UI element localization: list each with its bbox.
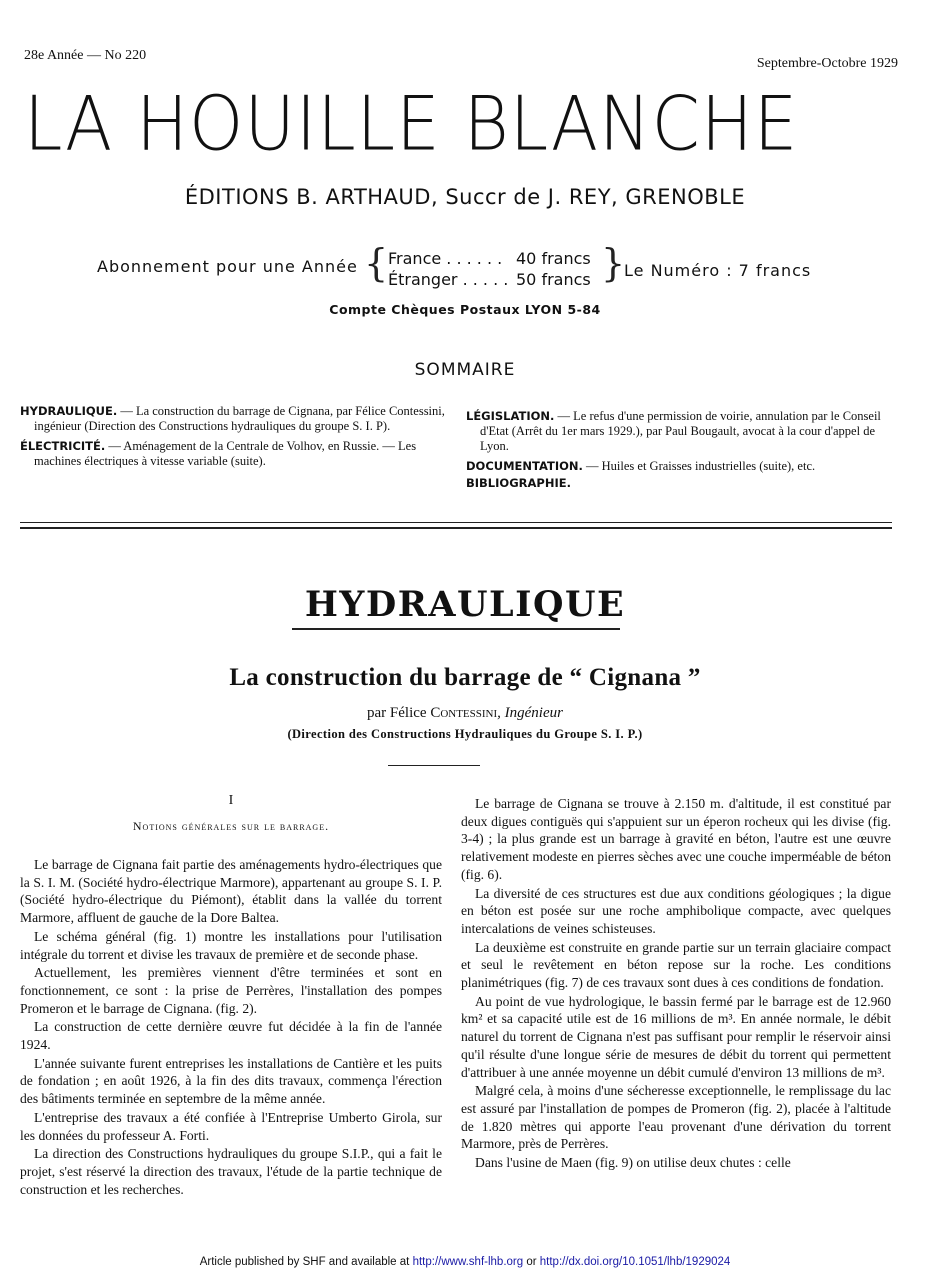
subscription-label: Abonnement pour une Année [97, 257, 358, 276]
article-left-column [20, 856, 442, 1199]
paragraph: Le barrage de Cignana fait partie des aménagements hydro-électriques que la S. I. M. (Société hydro-électrique Marmore), appartenant au groupe S. I. P. (Société hydro-électrique du Piémont), établit dans la vallée du torrent Marmore, affluent de gauche de la Dore Baltea. [20, 857, 442, 926]
publication-footer [0, 1256, 930, 1268]
section-underline [292, 628, 620, 630]
toc-entry [466, 409, 898, 454]
toc-entry [466, 459, 898, 474]
toc-entry-text: — Le refus d'une permission de voirie, annulation par le Conseil d'Etat (Arrêt du 1er mars 1929.), par Paul Bougault, avocat à la cour d'appel de Lyon. [480, 409, 881, 453]
right-brace-icon: } [601, 241, 626, 285]
paragraph: L'entreprise des travaux a été confiée à l'Entreprise Umberto Girola, sur les données du professeur A. Forti. [20, 1109, 442, 1143]
divider-rule [20, 522, 892, 523]
masthead-title: LA HOUILLE BLANCHE [24, 81, 799, 168]
price-value: 50 francs [516, 270, 591, 289]
single-issue-price: Le Numéro : 7 francs [624, 261, 812, 280]
article-title: La construction du barrage de “ Cignana ” [229, 664, 701, 691]
section-title: HYDRAULIQUE [304, 584, 626, 625]
paragraph: La deuxième est construite en grande partie sur un terrain glaciaire compact et seul le revêtement en béton repose sur la roche. Les conditions planimétriques (fig. 7) de ces travaux sont dues à ces conditions de fondation. [461, 939, 891, 991]
paragraph: Malgré cela, à moins d'une sécheresse exceptionnelle, le remplissage du lac est assuré par l'installation de pompes de Promeron (fig. 2), placée à l'altitude de 1.820 mètres qui apporte l'eau provenant d'une dérivation du torrent Marmore, près de Perrères. [461, 1083, 891, 1152]
publisher-line: ÉDITIONS B. ARTHAUD, Succr de J. REY, GRENOBLE [184, 185, 746, 209]
paragraph: Le barrage de Cignana se trouve à 2.150 m. d'altitude, il est constitué par deux digues contiguës qui s'appuient sur un éperon rocheux qui les divise (fig. 3-4) ; la plus grande est un barrage à gravité en béton, l'autre est une œuvre relativement modeste en pierres sèches avec une couche imperméable de béton (fig. 6). [461, 796, 891, 882]
toc-entry-heading: LÉGISLATION. [466, 409, 555, 423]
toc-entry-heading: DOCUMENTATION. [466, 459, 583, 473]
author-name: Contessini [430, 705, 498, 721]
toc-entry-heading: BIBLIOGRAPHIE. [466, 476, 571, 490]
toc-entry-text: — Aménagement de la Centrale de Volhov, en Russie. — Les machines électriques à vitesse variable (suite). [34, 439, 417, 468]
paragraph: Le schéma général (fig. 1) montre les installations pour l'utilisation intégrale du torrent et divise les travaux de première et de seconde phase. [20, 928, 442, 962]
paragraph: L'année suivante furent entreprises les installations de Cantière et les puits de fondation ; en août 1926, à la fin des dits travaux, commença l'érection des bâtiments terminée en septembre de la même année. [20, 1055, 442, 1107]
paragraph: La construction de cette dernière œuvre fut décidée à la fin de l'année 1924. [20, 1019, 442, 1053]
toc-entry [466, 476, 898, 491]
toc-entry-heading: HYDRAULIQUE. [20, 404, 118, 418]
sommaire-right-column [466, 409, 898, 496]
issue-date: Septembre-Octobre 1929 [756, 56, 898, 71]
sommaire-left-column [20, 404, 448, 474]
postal-cheque-account: Compte Chèques Postaux LYON 5-84 [329, 302, 601, 317]
doi-link[interactable]: http://dx.doi.org/10.1051/lhb/1929024 [539, 1256, 731, 1268]
issue-number: 28e Année — No 220 [24, 48, 147, 63]
toc-entry-text: — La construction du barrage de Cignana, par Félice Contessini, ingénieur (Direction des Constructions hydrauliques du groupe S. I. P). [34, 404, 445, 433]
author-affiliation: (Direction des Constructions Hydrauliques du Groupe S. I. P.) [287, 727, 643, 741]
left-brace-icon: { [364, 241, 389, 285]
byline-prefix: par Félice [367, 705, 431, 721]
price-table [388, 248, 602, 290]
footer-prefix: Article published by SHF and available at [199, 1256, 413, 1268]
article-byline [0, 705, 930, 722]
paragraph: Dans l'usine de Maen (fig. 9) on utilise deux chutes : celle [475, 1155, 791, 1171]
paragraph: Actuellement, les premières viennent d'être terminées et sont en fonctionnement, ce sont : la prise de Perrères, l'installation des pompes Promeron et le barrage de Cignana. (fig. 2). [20, 965, 442, 1016]
price-country: Étranger . . . . . [388, 270, 509, 289]
toc-entry [20, 404, 448, 434]
divider-rule [20, 527, 892, 529]
sommaire-heading: SOMMAIRE [414, 360, 516, 380]
price-row-etranger [388, 269, 602, 290]
price-value: 40 francs [516, 249, 591, 268]
toc-entry [20, 439, 448, 469]
paragraph: La direction des Constructions hydrauliques du groupe S.I.P., qui a fait le projet, s'est réservé la direction des travaux, l'étude de la partie technique de construction et les recherches. [20, 1146, 442, 1197]
paragraph: Au point de vue hydrologique, le bassin fermé par le barrage est de 12.960 km² et sa capacité utile est de 16 millions de m³. En année normale, le débit naturel du torrent de Cignana n'est pas suffisant pour remplir le réservoir ainsi qu'il résulte d'une longue série de mesures de débit du torrent qui permettent d'attribuer à une année moyenne un débit cumulé d'environ 13 millions de m³. [461, 993, 891, 1080]
toc-entry-heading: ÉLECTRICITÉ. [20, 439, 106, 453]
toc-entry-text: — Huiles et Graisses industrielles (suite), etc. [582, 459, 816, 473]
part-number: I [228, 793, 234, 808]
footer-middle: or [523, 1256, 540, 1268]
part-title: Notions générales sur le barrage. [132, 819, 330, 833]
article-right-column [461, 795, 891, 1173]
price-country: France . . . . . . [388, 249, 503, 268]
paragraph: La diversité de ces structures est due aux conditions géologiques ; la digue en béton est posée sur une roche amphibolique compacte, avec quelques intercalations de veines schisteuses. [461, 885, 891, 936]
shf-link[interactable]: http://www.shf-lhb.org [412, 1256, 524, 1268]
short-divider [388, 765, 480, 766]
author-role: , Ingénieur [497, 705, 563, 721]
price-row-france [388, 248, 602, 269]
